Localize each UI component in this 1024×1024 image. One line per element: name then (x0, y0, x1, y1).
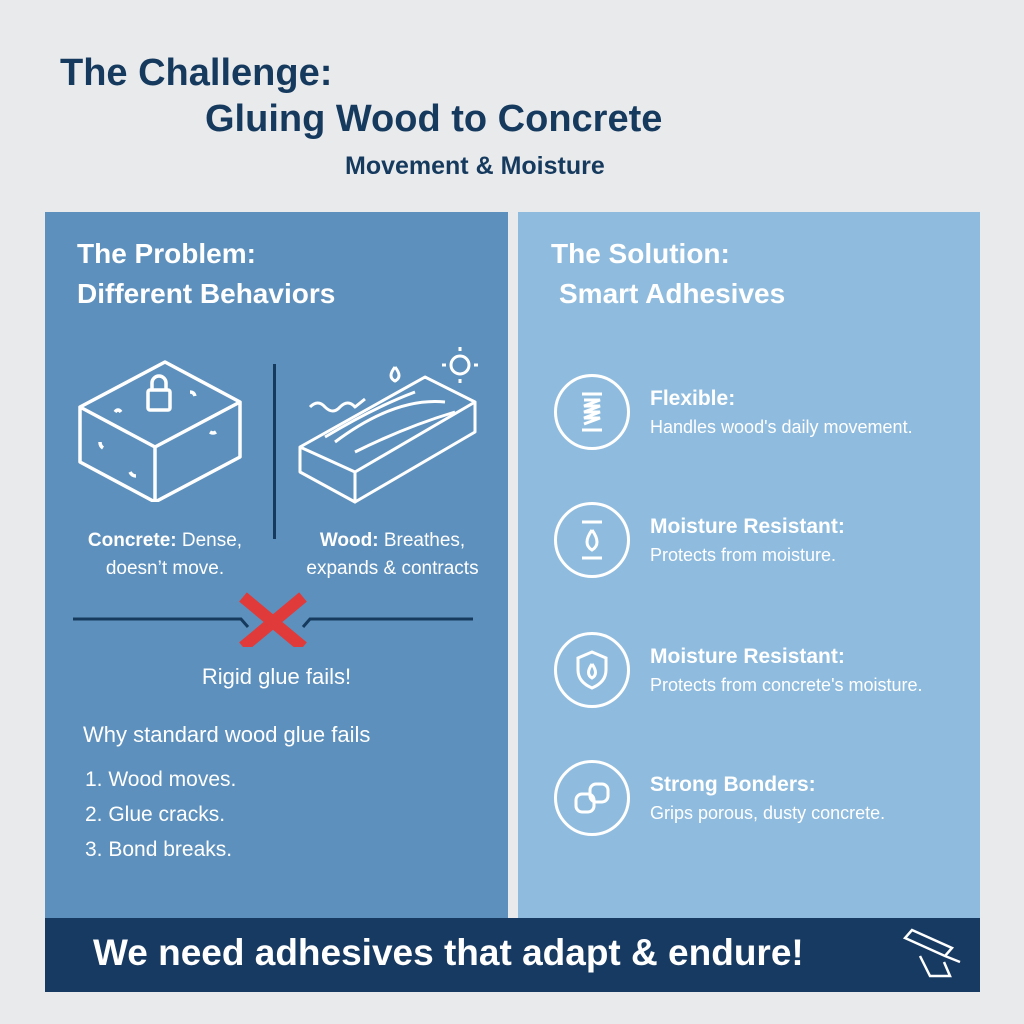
reason-item: 3. Bond breaks. (85, 838, 233, 861)
concrete-caption: Concrete: Dense, doesn’t move. (87, 530, 243, 579)
footer-banner (45, 918, 980, 992)
solution-item: Moisture Resistant: Protects from moisture. (554, 502, 845, 578)
solution-item: Flexible: Handles wood's daily movement. (554, 374, 913, 450)
solution-panel (518, 212, 980, 918)
concrete-block-icon (70, 352, 250, 502)
drop-icon (554, 502, 630, 578)
glue-gun-icon (900, 926, 970, 984)
divider (273, 364, 276, 539)
broken-glue-line (73, 587, 475, 647)
reasons-list (85, 762, 236, 867)
title-line2: Gluing Wood to Concrete (205, 98, 663, 140)
solution-item: Moisture Resistant: Protects from concrete's moisture. (554, 632, 923, 708)
link-icon (554, 760, 630, 836)
why-heading: Why standard wood glue fails (83, 722, 371, 747)
shield-drop-icon (554, 632, 630, 708)
reason-item: 1. Wood moves. (85, 768, 237, 791)
subtitle: Movement & Moisture (345, 152, 605, 180)
wood-plank-icon (295, 347, 495, 507)
problem-panel (45, 212, 508, 918)
reason-item: 2. Glue cracks. (85, 803, 226, 826)
spring-icon (554, 374, 630, 450)
footer-text: We need adhesives that adapt & endure! (93, 932, 804, 973)
cross-icon (243, 597, 303, 647)
wood-caption: Wood: Breathes, expands & contracts (306, 530, 479, 579)
solution-heading: The Solution: Smart Adhesives (551, 238, 786, 309)
problem-heading: The Problem: Different Behaviors (77, 238, 336, 309)
title-line1: The Challenge: (60, 52, 333, 94)
fail-label: Rigid glue fails! (201, 664, 352, 689)
solution-item: Strong Bonders: Grips porous, dusty concrete. (554, 760, 885, 836)
